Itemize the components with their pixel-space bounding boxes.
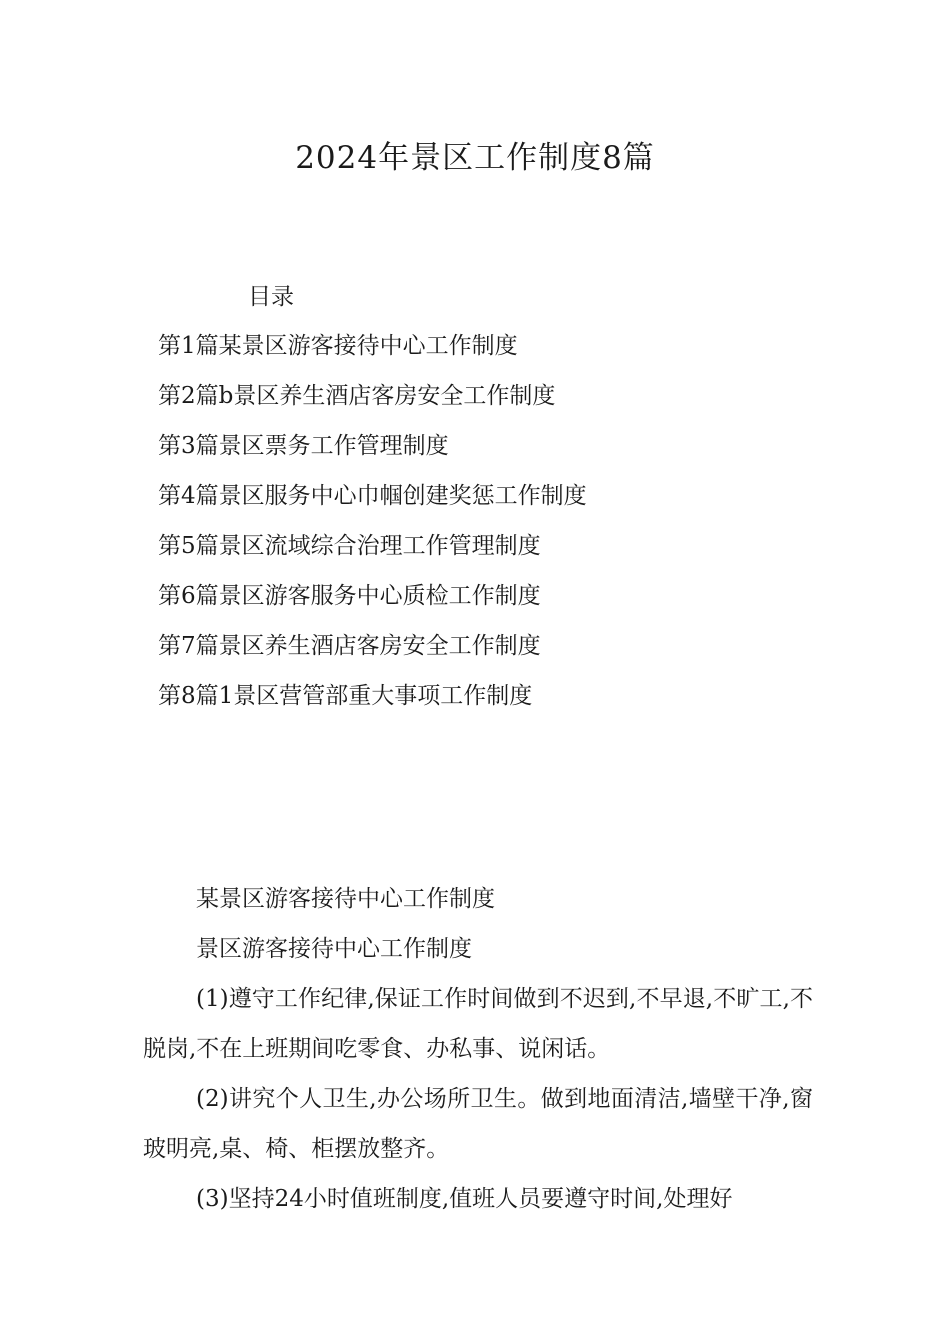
body-text bbox=[143, 874, 813, 1224]
toc-item: 第6篇景区游客服务中心质检工作制度 bbox=[158, 583, 541, 609]
body-paragraph: (1)遵守工作纪律,保证工作时间做到不迟到,不早退,不旷工,不脱岗,不在上班期间吃零食、办私事、说闲话。 bbox=[143, 986, 813, 1062]
toc-item: 第1篇某景区游客接待中心工作制度 bbox=[158, 333, 518, 359]
table-of-contents bbox=[158, 330, 587, 730]
toc-item: 第8篇1景区营管部重大事项工作制度 bbox=[158, 683, 533, 709]
document-title: 2024年景区工作制度8篇 bbox=[295, 140, 655, 176]
toc-item: 第7篇景区养生酒店客房安全工作制度 bbox=[158, 633, 541, 659]
body-paragraph: (3)坚持24小时值班制度,值班人员要遵守时间,处理好 bbox=[196, 1186, 733, 1212]
section-heading: 某景区游客接待中心工作制度 bbox=[196, 886, 495, 912]
toc-item: 第5篇景区流域综合治理工作管理制度 bbox=[158, 533, 541, 559]
toc-item: 第2篇b景区养生酒店客房安全工作制度 bbox=[158, 383, 556, 409]
section-subheading: 景区游客接待中心工作制度 bbox=[196, 936, 472, 962]
toc-heading: 目录 bbox=[248, 284, 294, 310]
toc-item: 第4篇景区服务中心巾帼创建奖惩工作制度 bbox=[158, 483, 587, 509]
body-paragraph: (2)讲究个人卫生,办公场所卫生。做到地面清洁,墙壁干净,窗玻明亮,桌、椅、柜摆放整齐。 bbox=[143, 1086, 813, 1162]
toc-item: 第3篇景区票务工作管理制度 bbox=[158, 433, 449, 459]
